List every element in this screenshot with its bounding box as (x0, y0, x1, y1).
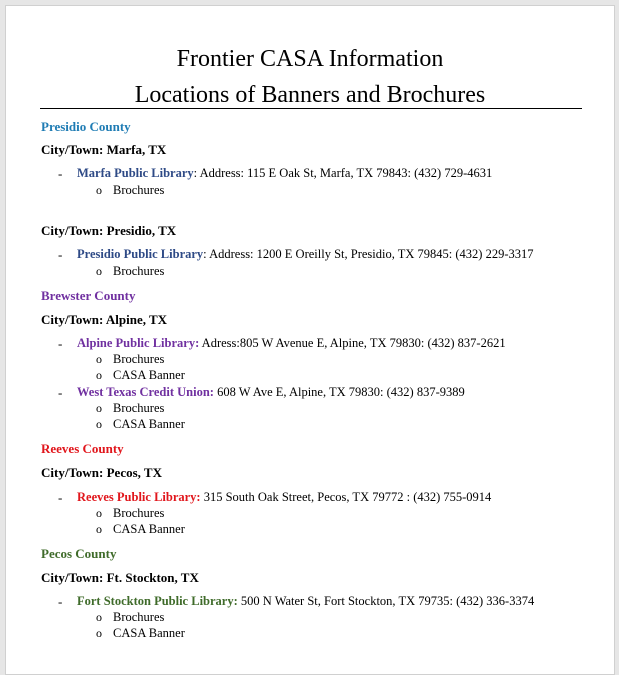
location-name: West Texas Credit Union: (77, 385, 214, 399)
location-entry (77, 385, 465, 400)
circle-bullet: o (96, 417, 102, 431)
county-heading: Reeves County (41, 441, 124, 456)
location-address: 608 W Ave E, Alpine, TX 79830: (432) 837-9389 (213, 385, 465, 399)
location-name: Presidio Public Library (77, 247, 204, 261)
location-separator: : (203, 247, 207, 261)
location-entry (77, 247, 534, 262)
item-label: Brochures (113, 183, 165, 197)
item-label: CASA Banner (113, 626, 185, 640)
item-label: CASA Banner (113, 522, 185, 536)
document-title: Frontier CASA Information (176, 46, 444, 72)
location-entry (77, 166, 492, 181)
city-heading: City/Town: Pecos, TX (41, 465, 162, 480)
dash-bullet: - (58, 490, 63, 505)
location-address: 500 N Water St, Fort Stockton, TX 79735: (432) 336-3374 (237, 594, 535, 608)
dash-bullet: - (58, 385, 63, 400)
item-label: CASA Banner (113, 417, 185, 431)
location-name: Marfa Public Library (77, 166, 194, 180)
circle-bullet: o (96, 368, 102, 382)
location-name: Fort Stockton Public Library: (77, 594, 238, 608)
location-address: Adress:805 W Avenue E, Alpine, TX 79830: (432) 837-2621 (199, 336, 506, 350)
circle-bullet: o (96, 401, 102, 415)
title-divider (40, 108, 582, 109)
location-address: Address: 115 E Oak St, Marfa, TX 79843: (432) 729-4631 (197, 166, 493, 180)
item-label: Brochures (113, 352, 165, 366)
county-heading: Presidio County (41, 119, 131, 134)
location-name: Reeves Public Library: (77, 490, 201, 504)
dash-bullet: - (58, 336, 63, 351)
circle-bullet: o (96, 610, 102, 624)
dash-bullet: - (58, 166, 63, 181)
circle-bullet: o (96, 506, 102, 520)
location-name: Alpine Public Library: (77, 336, 200, 350)
city-heading: City/Town: Alpine, TX (41, 312, 168, 327)
location-separator: : (193, 166, 198, 180)
circle-bullet: o (96, 626, 102, 640)
location-address: 315 South Oak Street, Pecos, TX 79772 : (432) 755-0914 (200, 490, 492, 504)
dash-bullet: - (58, 247, 63, 262)
county-heading: Brewster County (41, 288, 136, 303)
circle-bullet: o (96, 352, 102, 366)
county-heading: Pecos County (41, 546, 117, 561)
location-entry (77, 490, 491, 505)
document-subtitle: Locations of Banners and Brochures (134, 82, 486, 108)
item-label: Brochures (113, 506, 165, 520)
dash-bullet: - (58, 594, 63, 609)
location-entry (77, 594, 534, 609)
document-page (5, 5, 615, 675)
circle-bullet: o (96, 522, 102, 536)
item-label: Brochures (113, 401, 165, 415)
city-heading: City/Town: Marfa, TX (41, 142, 167, 157)
circle-bullet: o (96, 183, 102, 197)
item-label: Brochures (113, 610, 165, 624)
item-label: Brochures (113, 264, 165, 278)
item-label: CASA Banner (113, 368, 185, 382)
city-heading: City/Town: Ft. Stockton, TX (41, 570, 199, 585)
location-address: Address: 1200 E Oreilly St, Presidio, TX 79845: (432) 229-3317 (206, 247, 534, 261)
city-heading: City/Town: Presidio, TX (41, 223, 177, 238)
circle-bullet: o (96, 264, 102, 278)
location-entry (77, 336, 506, 351)
